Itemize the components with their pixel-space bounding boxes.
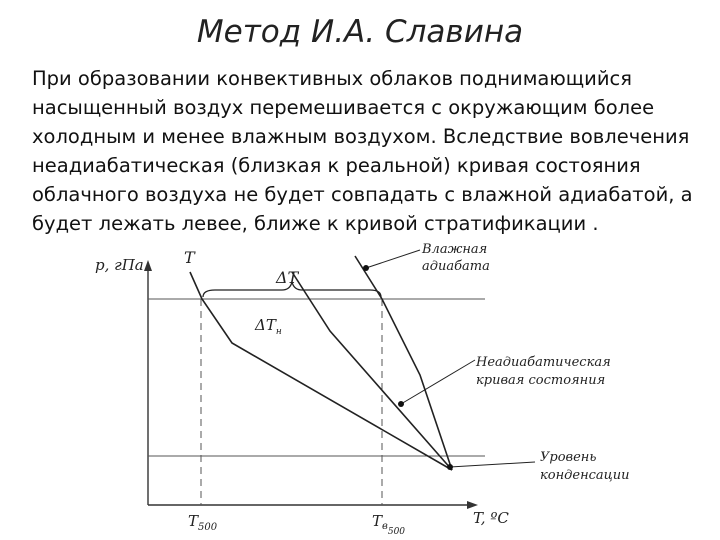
y-axis-label: p, гПа <box>95 256 144 274</box>
condensation-dot <box>447 464 453 470</box>
slide-title: Метод И.А. Славина <box>196 14 524 50</box>
condensation-callout-line1: Уровень <box>540 450 597 465</box>
paragraph-line: будет лежать левее, ближе к кривой стратификации . <box>32 212 599 235</box>
moist-adiabat-callout-line2: адиабата <box>422 259 490 274</box>
nonadiabatic-leader <box>401 360 475 404</box>
delta-tn-label: $\Delta T_н$ <box>255 316 282 337</box>
nonadiabatic-curve <box>292 272 452 470</box>
condensation-leader <box>450 462 535 467</box>
paragraph-line: неадиабатическая (близкая к реальной) кривая состояния <box>32 154 641 177</box>
moist-adiabat-dot <box>363 265 369 271</box>
stratification-curve <box>190 272 452 470</box>
paragraph-line: облачного воздуха не будет совпадать с влажной адиабатой, а <box>32 183 693 206</box>
paragraph-line: холодным и менее влажным воздухом. Вследствие вовлечения <box>32 125 690 148</box>
x-axis-arrow <box>467 501 478 509</box>
delta-t-label: ΔT <box>276 268 299 287</box>
nonadiabatic-callout-line1: Неадиабатическая <box>476 355 611 370</box>
t500-label: $T_{500}$ <box>188 512 218 533</box>
curve-label-t: T <box>184 248 195 267</box>
moist-adiabat-leader <box>366 250 420 268</box>
condensation-callout-line2: конденсации <box>540 468 630 483</box>
nonadiabatic-callout-line2: кривая состояния <box>476 373 606 388</box>
y-axis-arrow <box>144 260 152 271</box>
paragraph-line: При образовании конвективных облаков поднимающийся <box>32 67 632 90</box>
tv500-label: $T_{в500}$ <box>372 512 406 537</box>
x-axis-label: T, ºC <box>473 509 509 527</box>
moist-adiabat-curve <box>355 256 452 470</box>
moist-adiabat-callout-line1: Влажная <box>422 242 488 257</box>
nonadiabatic-dot <box>398 401 404 407</box>
paragraph-line: насыщенный воздух перемешивается с окружающим более <box>32 96 655 119</box>
